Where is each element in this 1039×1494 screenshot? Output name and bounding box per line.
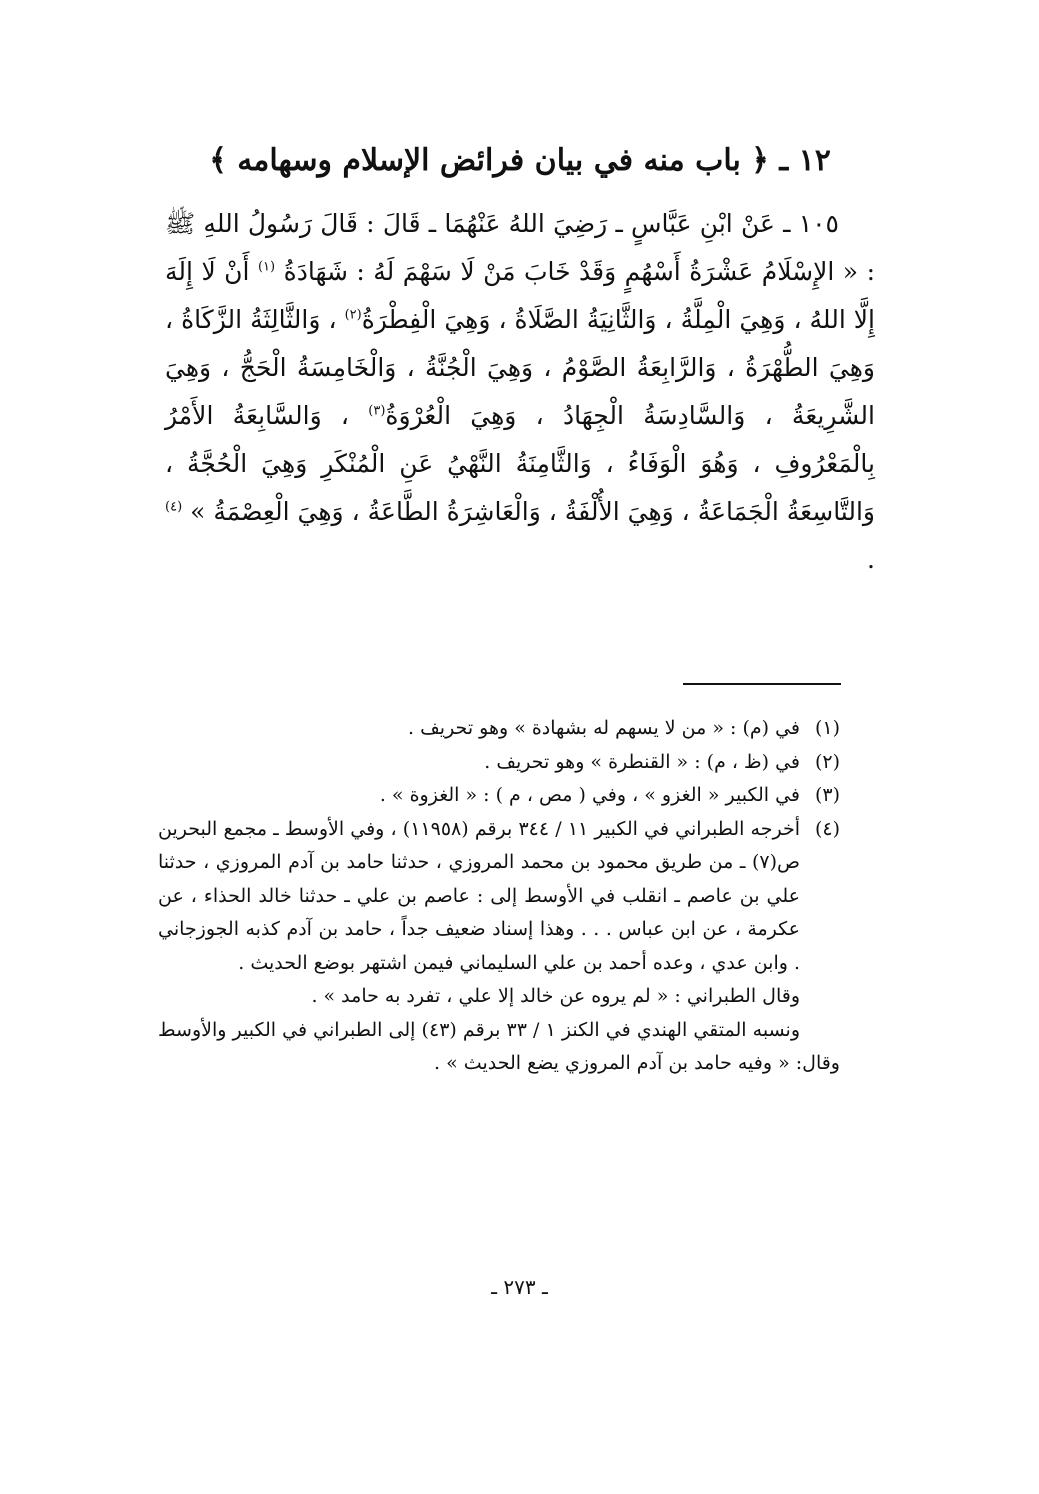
footnote-3 bbox=[158, 779, 840, 813]
footnote-number: (٣) bbox=[814, 784, 840, 806]
footnote-ref-3: (٣) bbox=[368, 403, 386, 419]
hadith-text bbox=[165, 200, 875, 584]
hadith-text-part-3: ، وَالثَّالِثَةُ الزَّكَاةُ ، وَهِيَ الطُّهْرَةُ ، وَالرَّابِعَةُ الصَّوْمُ ، وَهِيَ الْجُنَّةُ ، وَالْخَامِسَةُ الْحَجُّ ، وَهِيَ الشَّرِيعَةُ ، وَالسَّادِسَةُ الْجِهَادُ ، وَهِيَ الْعُرْوَةُ bbox=[165, 305, 875, 430]
footnote-text: في (م) : « من لا يسهم له بشهادة » وهو تحريف . bbox=[408, 717, 800, 739]
footnote-number: (٢) bbox=[814, 750, 840, 773]
footnote-number: (١) bbox=[814, 717, 840, 739]
footnote-2 bbox=[158, 746, 840, 780]
footnote-text: في الكبير « الغزو » ، وفي ( مص ، م ) : « الغزوة » . bbox=[379, 784, 800, 806]
hadith-text-part-4: ، وَالسَّابِعَةُ الأَمْرُ بِالْمَعْرُوفِ ، وَهُوَ الْوَفَاءُ ، وَالثَّامِنَةُ النَّهْيُ عَنِ الْمُنْكَرِ وَهِيَ الْحُجَّةُ ، وَالتَّاسِعَةُ الْجَمَاعَةُ ، وَهِيَ الأُلْفَةُ ، وَالْعَاشِرَةُ الطَّاعَةُ ، وَهِيَ الْعِصْمَةُ » bbox=[165, 401, 875, 526]
footnote-ref-4: (٤) bbox=[165, 499, 183, 515]
footnote-ref-1: (١) bbox=[257, 259, 276, 275]
footnote-4 bbox=[158, 813, 840, 981]
footnote-1 bbox=[158, 712, 840, 746]
hadith-text-part-1: ١٠٥ ـ عَنْ ابْنِ عَبَّاسٍ ـ رَضِيَ اللهُ عَنْهُمَا ـ قَالَ : قَالَ رَسُولُ اللهِ ﷺ : « الإِسْلَامُ عَشْرَةُ أَسْهُمٍ وَقَدْ خَابَ مَنْ لَا سَهْمَ لَهُ : شَهَادَةُ bbox=[165, 209, 875, 286]
hadith-text-part-2: أَنْ لَا إِلَهَ إِلَّا اللهُ ، وَهِيَ الْمِلَّةُ ، وَالثَّانِيَةُ الصَّلَاةُ ، وَهِيَ الْفِطْرَةُ bbox=[165, 257, 875, 334]
footnote-ref-2: (٢) bbox=[344, 307, 362, 323]
footnote-paragraph: ونسبه المتقي الهندي في الكنز ١ / ٣٣ برقم (٤٣) إلى الطبراني في الكبير والأوسط وقال: « وفيه حامد بن آدم المروزي يضع الحديث » . bbox=[158, 1018, 840, 1074]
page-number: ـ ٢٧٣ ـ bbox=[491, 1275, 548, 1299]
footnote-text: أخرجه الطبراني في الكبير ١١ / ٣٤٤ برقم (١١٩٥٨) ، وفي الأوسط ـ مجمع البحرين ص(٧) ـ من طريق محمود بن محمد المروزي ، حدثنا حامد بن آدم المروزي ، حدثنا علي بن عاصم ـ انقلب في الأوسط إلى : عاصم بن علي ـ حدثنا خالد الحذاء ، عن عكرمة ، عن ابن عباس . . . وهذا إسناد ضعيف جداً ، حامد بن آدم كذبه الجوزجاني . وابن عدي ، وعده أحمد بن علي السليماني فيمن اشتهر بوضع الحديث . bbox=[158, 817, 800, 974]
footnote-separator bbox=[683, 683, 841, 685]
hadith-paragraph bbox=[165, 200, 875, 584]
hadith-text-part-5: . bbox=[867, 545, 875, 574]
footnote-paragraph: وقال الطبراني : « لم يروه عن خالد إلا علي ، تفرد به حامد » . bbox=[311, 985, 800, 1007]
footnote-text: في (ظ ، م) : « القنطرة » وهو تحريف . bbox=[484, 750, 800, 773]
footnotes bbox=[158, 712, 840, 1081]
chapter-heading: ١٢ ـ ﴿ باب منه في بيان فرائض الإسلام وسهامه ﴾ bbox=[209, 143, 831, 178]
footnote-number: (٤) bbox=[814, 817, 840, 840]
